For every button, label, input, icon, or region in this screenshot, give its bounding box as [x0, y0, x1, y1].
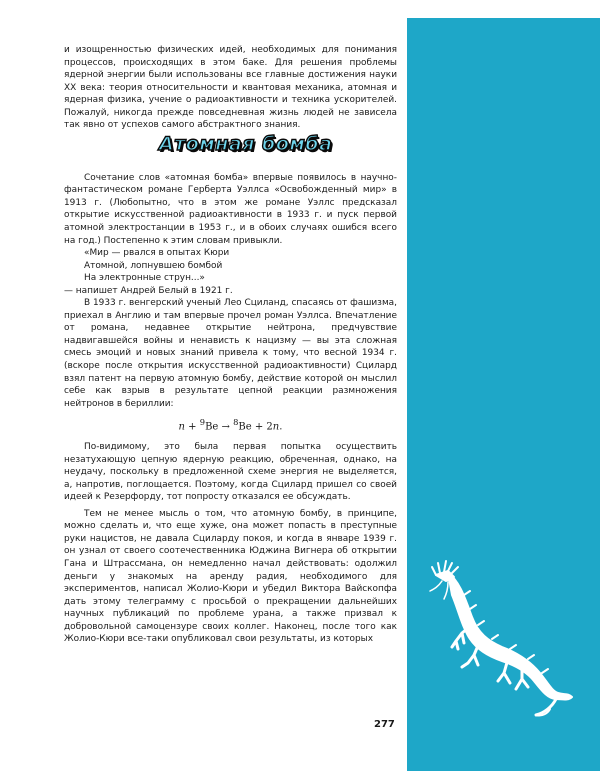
dragon-icon — [418, 555, 590, 720]
paragraph-3: В 1933 г. венгерский ученый Лео Сциланд, спасаясь от фашизма, приехал в Англию и там впервые прочел роман Уэллса. Впечатление от романа, недавнее открытие нейтрона, предчувствие надвигавшейся войны и ненависть к нацизму — вы эта сложная смесь эмоций и новых знаний привела к тому, что весной 1934 г. (вскоре после открытия искусственной радиоактивности) Сцилард взял патент на первую атомную бомбу, действие которой он мыслил себе как взрыв в результате цепной реакции размножения нейтронов в бериллии: — [64, 298, 397, 409]
verse-line-1: «Мир — рвался в опытах Кюри — [84, 248, 230, 259]
formula-arrow: → — [218, 421, 234, 433]
reaction-formula — [64, 416, 397, 434]
formula-mass-8: 8 — [233, 417, 239, 428]
formula-plus-1: + — [185, 421, 200, 433]
verse-line-3: На электронные струн...» — [84, 273, 205, 284]
formula-mass-9: 9 — [199, 417, 206, 428]
main-text-column — [64, 44, 397, 646]
formula-be-1: Be — [205, 421, 219, 433]
section-title: Атомная бомба — [159, 132, 333, 155]
paragraph-4: По-видимому, это была первая попытка осуществить незатухающую цепную ядерную реакцию, обреченная, однако, на неудачу, поскольку в предложенной схеме энергия не выделяется, а, напротив, поглощается. Поэтому, когда Сцилард пришел со своей идеей к Резерфорду, тот попросту отказался ее обсуждать. — [64, 442, 397, 503]
formula-end: . — [279, 421, 283, 433]
formula-plus-2: + 2 — [251, 421, 273, 433]
formula-neutron-2: n — [272, 421, 280, 433]
section-heading-block — [64, 132, 397, 172]
formula-neutron-1: n — [178, 421, 185, 433]
formula-be-2: Be — [238, 421, 252, 433]
paragraph-1: Сочетание слов «атомная бомба» впервые появилось в научно-фантастическом романе Герберта Уэллса «Освобожденный мир» в 1913 г. (Любопытно, что в этом же романе Уэллс предсказал открытие искусственной радиоактивности в 1933 г. и пуск первой атомной электростанции в 1953 г., и в обоих случаях ошибся всего на год.) Постепенно к этим словам привыкли. — [64, 172, 397, 246]
intro-paragraph: и изощренностью физических идей, необходимых для понимания процессов, происходящих в этом баке. Для решения проблемы ядерной энергии были использованы все главные достижения науки XX века: теория относительности и квантовая механика, атомная и ядерная физика, учение о радиоактивности и техника ускорителей. Пожалуй, никогда прежде повседневная жизнь людей не зависела так явно от успехов самого абстрактного знания. — [64, 45, 397, 131]
paragraph-5: Тем не менее мысль о том, что атомную бомбу, в принципе, можно сделать и, что еще хуже, она может попасть в преступные руки нацистов, не давала Сциларду покоя, и когда в январе 1939 г. он узнал от своего соотечественника Юджина Вигнера об открытии Гана и Штрассмана, он немедленно начал действовать: одолжил деньги у знакомых на аренду радия, необходимого для экспериментов, написал Жолио-Кюри и убедил Виктора Вайскопфа дать этому телеграмму с просьбой о прекращении дальнейших научных публикаций по проблеме урана, а также призвал к добровольной самоцензуре своих коллег. Наконец, после того как Жолио-Кюри все-таки опубликовал свои результаты, из которых — [64, 508, 397, 645]
verse-quote — [64, 247, 397, 285]
page-number: 277 — [374, 719, 395, 730]
verse-attribution: — напишет Андрей Белый в 1921 г. — [64, 285, 233, 296]
verse-line-2: Атомной, лопнувшею бомбой — [84, 260, 223, 271]
